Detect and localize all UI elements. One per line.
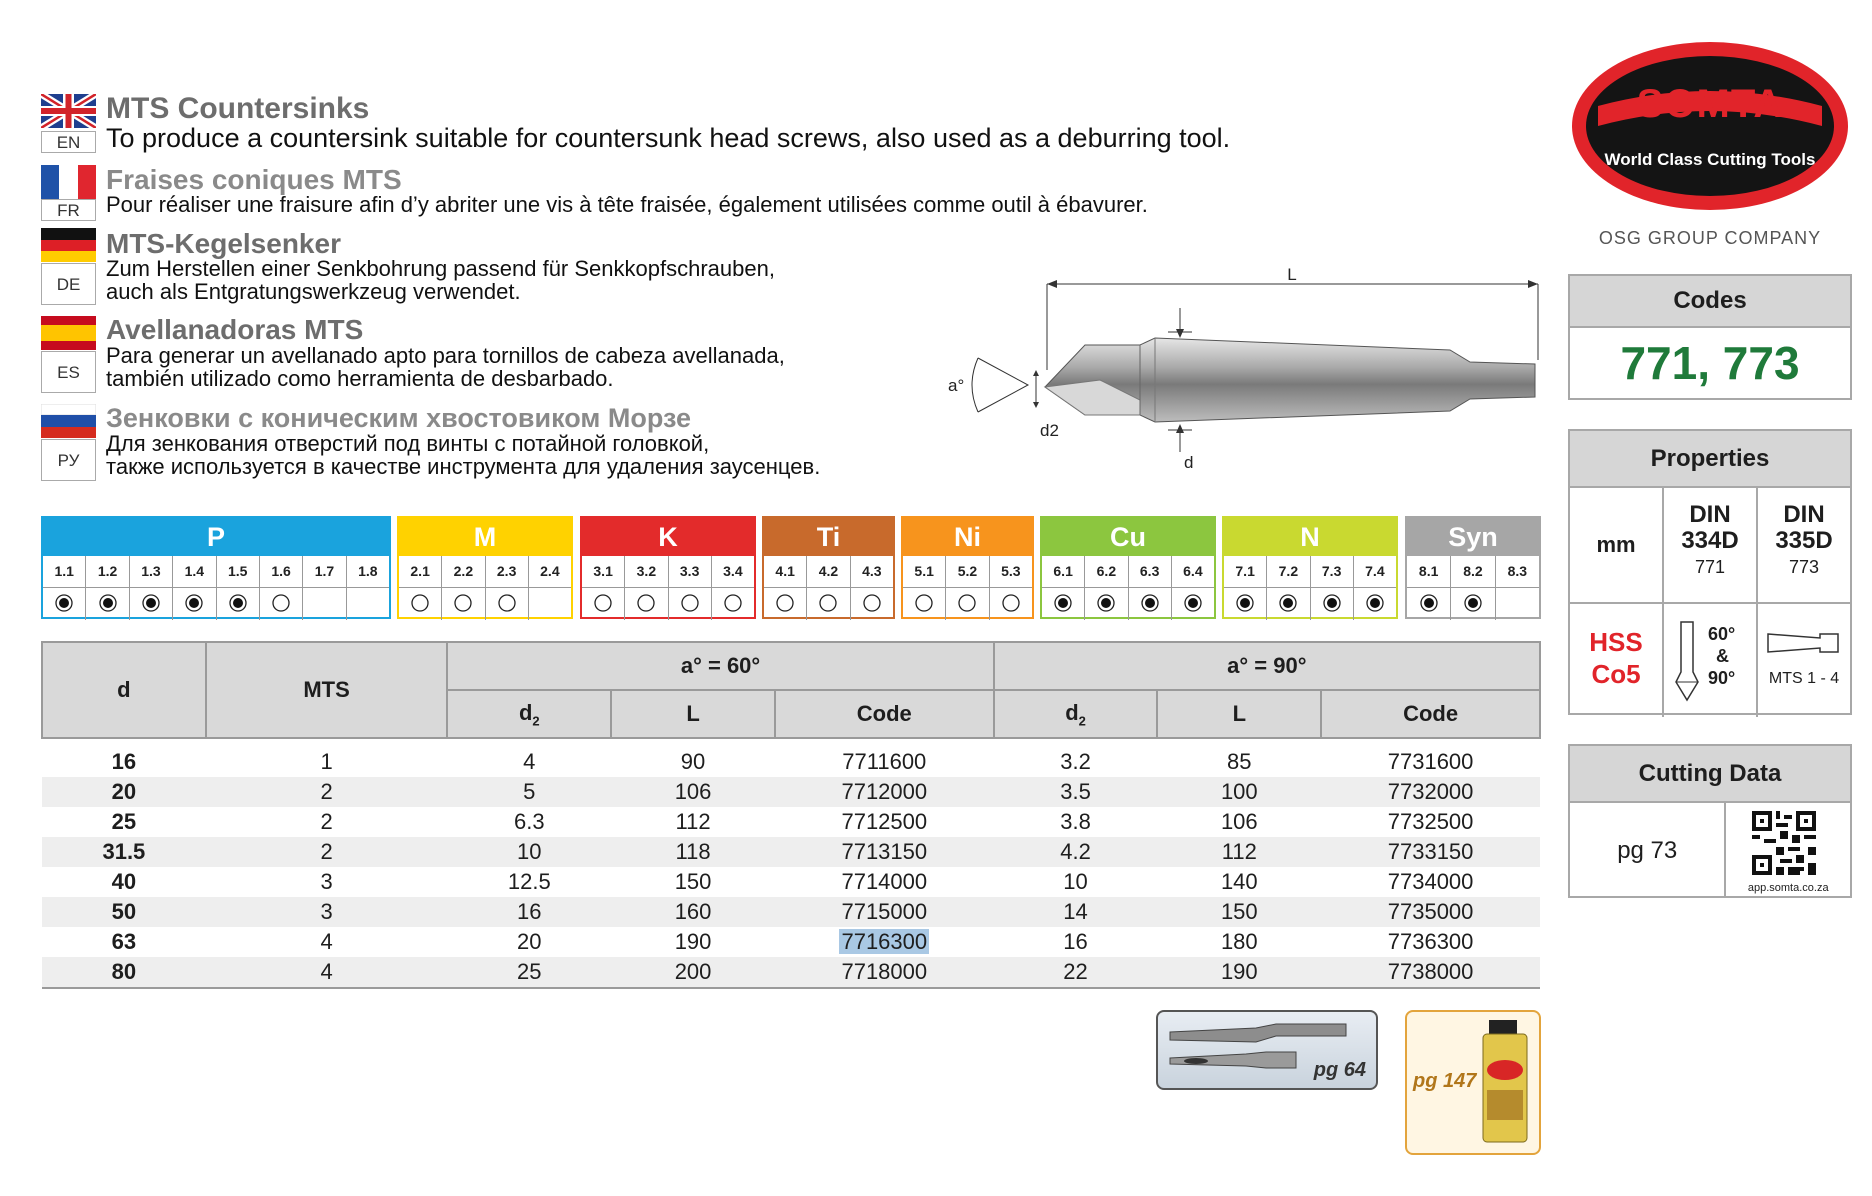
suitable-dot-icon (1053, 593, 1073, 613)
cell-l-90: 106 (1220, 809, 1258, 834)
cell-l-90: 85 (1227, 749, 1252, 774)
cutting-page-ref[interactable]: pg 73 (1617, 836, 1678, 864)
morse-taper-shank-icon (1766, 630, 1842, 656)
unsuitable-circle-icon (497, 593, 517, 613)
suitability-cell (807, 588, 850, 620)
dim-d2-label: d2 (1040, 421, 1059, 440)
cell-d2-90: 4.2 (994, 837, 1158, 867)
suitability-cell (399, 588, 442, 620)
sub-label: 4.3 (851, 556, 893, 588)
cell-code-60[interactable]: 7712500 (841, 809, 928, 834)
sub-label: 6.4 (1172, 556, 1214, 588)
group-header: Cu (1042, 518, 1214, 556)
cutting-fluid-reference-card[interactable] (1405, 1010, 1541, 1155)
cell-code-90[interactable]: 7738000 (1321, 957, 1540, 988)
sub-label: 4.1 (764, 556, 807, 588)
din-row (1570, 488, 1850, 604)
cell-d2-60: 5 (447, 777, 611, 807)
cell-l-90: 190 (1157, 957, 1321, 988)
sub-label: 1.2 (86, 556, 129, 588)
cell-l-90: 150 (1157, 897, 1321, 927)
material-hss: HSS (1589, 627, 1643, 657)
cell-l-60: 160 (611, 897, 775, 927)
title-fr: Fraises coniques MTS (106, 164, 402, 195)
sub-row (582, 556, 754, 588)
cell-l-90: 140 (1220, 869, 1258, 894)
col-header-d2-60 (447, 690, 611, 738)
cell-d2-60: 6.3 (513, 809, 545, 834)
desc-en: To produce a countersink suitable for countersunk head screws, also used as a deburring tool. (106, 123, 1231, 153)
table-row (42, 927, 1540, 957)
din-code: 773 (1788, 557, 1820, 577)
sub-label: 7.3 (1311, 556, 1354, 588)
suitability-cell (173, 588, 216, 620)
d2-sub: 2 (532, 713, 540, 729)
col-header-mts: MTS (206, 642, 448, 738)
codes-value: 771, 773 (1620, 337, 1800, 389)
sub-label: 1.5 (217, 556, 260, 588)
lang-code-de: DE (41, 263, 96, 305)
cell-d2-60: 16 (447, 897, 611, 927)
cell-d: 50 (42, 897, 206, 927)
group-header: P (43, 518, 389, 556)
sub-label: 7.1 (1224, 556, 1267, 588)
suitability-cell (669, 588, 712, 620)
unsuitable-circle-icon (271, 593, 291, 613)
suitable-dot-icon (98, 593, 118, 613)
suitability-cell (1267, 588, 1310, 620)
suitability-cell (1042, 588, 1085, 620)
cell-l-60: 118 (611, 837, 775, 867)
material-group-ti (762, 516, 895, 619)
spec-row (1570, 604, 1850, 717)
suitability-cell (303, 588, 346, 620)
sub-label: 3.1 (582, 556, 625, 588)
germany-flag-icon (41, 228, 96, 262)
qr-cell[interactable] (1726, 803, 1850, 898)
title-es: Avellanadoras MTS (106, 314, 364, 345)
cutting-data-row (1570, 803, 1850, 898)
suitability-cell (86, 588, 129, 620)
cutting-fluid-can-icon (1479, 1020, 1533, 1145)
sub-row (903, 556, 1032, 588)
cell-d: 40 (111, 869, 137, 894)
din-code: 771 (1694, 557, 1726, 577)
cutting-data-title: Cutting Data (1570, 746, 1850, 803)
cell-code-60[interactable]: 7715000 (775, 897, 994, 927)
sub-row (764, 556, 893, 588)
cell-code-60[interactable]: 7712000 (775, 777, 994, 807)
col-header-l-60: L (611, 690, 775, 738)
cell-d2-90: 3.8 (1060, 809, 1091, 834)
properties-title: Properties (1570, 431, 1850, 488)
desc-ru-line2: также используется в качестве инструмента для удаления заусенцев. (106, 454, 821, 479)
suitability-cell (1496, 588, 1539, 620)
din-number: 334D (1681, 527, 1739, 554)
lang-code-fr: FR (41, 199, 96, 221)
sub-label: 6.3 (1129, 556, 1172, 588)
col-header-angle-90: a° = 90° (994, 642, 1540, 690)
sub-label: 2.3 (486, 556, 529, 588)
din-top: DIN (1689, 501, 1731, 528)
cell-code-90[interactable]: 7733150 (1321, 837, 1540, 867)
dim-L-label: L (1287, 265, 1297, 284)
material-cell (1570, 604, 1664, 717)
suitable-dot-icon (1419, 593, 1439, 613)
sub-label: 7.4 (1354, 556, 1396, 588)
din-334d-cell (1664, 488, 1758, 602)
suitable-dot-icon (228, 593, 248, 613)
suitable-dot-icon (1365, 593, 1385, 613)
cell-mts: 2 (206, 777, 448, 807)
suitability-cell (851, 588, 893, 620)
suitability-cell (1172, 588, 1214, 620)
sub-label: 2.4 (529, 556, 571, 588)
cell-mts: 2 (320, 809, 333, 834)
cell-d: 20 (42, 777, 206, 807)
mark-row (43, 588, 389, 620)
unsuitable-circle-icon (957, 593, 977, 613)
cell-l-60: 200 (611, 957, 775, 988)
sub-label: 8.2 (1451, 556, 1495, 588)
cell-code-90[interactable]: 7732000 (1321, 777, 1540, 807)
table-row (42, 957, 1540, 988)
cell-code-90[interactable]: 7735000 (1321, 897, 1540, 927)
table-row (42, 777, 1540, 807)
sub-label: 7.2 (1267, 556, 1310, 588)
cell-d2-60: 12.5 (507, 869, 551, 894)
suitable-dot-icon (1183, 593, 1203, 613)
suitability-cell (990, 588, 1032, 620)
suitability-cell (217, 588, 260, 620)
shank-cell (1758, 604, 1850, 717)
suitability-cell (903, 588, 946, 620)
sleeve-page-ref[interactable]: pg 64 (1313, 1059, 1366, 1081)
table-row (42, 867, 1540, 897)
suitability-cell (582, 588, 625, 620)
suitable-dot-icon (184, 593, 204, 613)
table-row (42, 738, 1540, 747)
dim-d-label: d (1184, 453, 1194, 472)
mark-row (1224, 588, 1396, 620)
shank-label: MTS 1 - 4 (1768, 670, 1840, 687)
suitability-cell (260, 588, 303, 620)
cell-code-60[interactable] (775, 927, 994, 957)
suitability-cell (347, 588, 389, 620)
cell-l-60: 106 (611, 777, 775, 807)
unsuitable-circle-icon (862, 593, 882, 613)
selected-code-highlight[interactable]: 7716300 (841, 929, 928, 954)
sub-label: 1.1 (43, 556, 86, 588)
sub-label: 3.3 (669, 556, 712, 588)
title-de: MTS-Kegelsenker (106, 228, 341, 259)
unsuitable-circle-icon (775, 593, 795, 613)
countersink-tip-icon (1672, 620, 1702, 704)
desc-de-line1: Zum Herstellen einer Senkbohrung passend für Senkkopfschrauben, (106, 256, 775, 281)
unsuitable-circle-icon (914, 593, 934, 613)
col-header-l-90: L (1157, 690, 1321, 738)
angle-and: & (1716, 646, 1729, 666)
mark-row (582, 588, 754, 620)
cell-mts: 3 (206, 897, 448, 927)
suitable-dot-icon (1278, 593, 1298, 613)
sub-label: 8.3 (1496, 556, 1539, 588)
lang-code-es: ES (41, 351, 96, 393)
brand-group: OSG GROUP COMPANY (1598, 228, 1822, 248)
suitable-dot-icon (1322, 593, 1342, 613)
group-header: Ni (903, 518, 1032, 556)
cell-d: 80 (42, 957, 206, 988)
sub-label: 3.4 (712, 556, 754, 588)
cell-d2-60: 20 (517, 929, 542, 954)
material-group-m (397, 516, 573, 619)
unsuitable-circle-icon (818, 593, 838, 613)
suitable-dot-icon (54, 593, 74, 613)
suitability-cell (946, 588, 989, 620)
desc-fr: Pour réaliser une fraisure afin d’y abriter une vis à tête fraisée, également utilisées comme outil à ébavurer. (106, 192, 1148, 217)
countersink-drawing (940, 260, 1550, 480)
material-group-k (580, 516, 756, 619)
suitability-cell (1407, 588, 1451, 620)
qr-url[interactable]: app.somta.co.za (1747, 882, 1829, 894)
cell-d2-60: 4 (523, 749, 536, 774)
cell-d: 31.5 (42, 837, 206, 867)
fluid-page-ref[interactable]: pg 147 (1413, 1070, 1477, 1092)
suitability-cell (43, 588, 86, 620)
sub-row (43, 556, 389, 588)
lang-code-en: EN (41, 131, 96, 153)
sub-label: 3.2 (625, 556, 668, 588)
codes-title: Codes (1570, 276, 1850, 328)
sub-row (399, 556, 571, 588)
suitability-cell (712, 588, 754, 620)
d2-label: d (518, 699, 533, 725)
sub-label: 2.1 (399, 556, 442, 588)
dimensions-table (41, 641, 1541, 989)
table-row (42, 747, 1540, 777)
suitability-cell (1085, 588, 1128, 620)
title-en: MTS Countersinks (106, 92, 370, 125)
unsuitable-circle-icon (410, 593, 430, 613)
angle-60: 60° (1708, 624, 1736, 644)
col-header-angle-60: a° = 60° (447, 642, 993, 690)
col-header-d: d (42, 642, 206, 738)
table-row (42, 807, 1540, 837)
cell-d2-90: 3.5 (994, 777, 1158, 807)
sub-row (1042, 556, 1214, 588)
spain-flag-icon (41, 316, 96, 350)
suitable-dot-icon (1096, 593, 1116, 613)
mark-row (903, 588, 1032, 620)
material-group-ni (901, 516, 1034, 619)
suitability-cell (486, 588, 529, 620)
properties-box (1568, 429, 1852, 715)
din-top: DIN (1783, 501, 1825, 528)
col-header-code-90: Code (1321, 690, 1540, 738)
cell-mts: 4 (206, 957, 448, 988)
suitable-dot-icon (1235, 593, 1255, 613)
cell-mts: 2 (206, 837, 448, 867)
desc-es-line1: Para generar un avellanado apto para tornillos de cabeza avellanada, (106, 343, 785, 368)
cell-code-60[interactable]: 7714000 (841, 869, 928, 894)
suitability-cell (1311, 588, 1354, 620)
cell-code-60[interactable]: 7713150 (775, 837, 994, 867)
angle-cell (1664, 604, 1758, 717)
unit-cell (1570, 488, 1664, 602)
cell-d2-60: 10 (447, 837, 611, 867)
cell-d: 16 (111, 749, 137, 774)
cell-code-60[interactable]: 7711600 (842, 749, 927, 774)
group-header: K (582, 518, 754, 556)
sub-label: 6.2 (1085, 556, 1128, 588)
group-header: Ti (764, 518, 893, 556)
unsuitable-circle-icon (723, 593, 743, 613)
material-co5: Co5 (1591, 659, 1641, 689)
cell-code-90[interactable]: 7736300 (1387, 929, 1474, 954)
qr-code-icon[interactable] (1752, 811, 1816, 875)
sub-label: 5.3 (990, 556, 1032, 588)
brand-tagline: World Class Cutting Tools (1604, 150, 1816, 169)
dim-angle-label: a° (948, 376, 965, 395)
cell-l-90: 112 (1157, 837, 1321, 867)
din-335d-cell (1758, 488, 1850, 602)
cell-l-90: 180 (1220, 929, 1258, 954)
table-row (42, 837, 1540, 867)
sub-label: 6.1 (1042, 556, 1085, 588)
cell-d2-90: 3.2 (1060, 749, 1091, 774)
cell-d2-90: 22 (994, 957, 1158, 988)
lang-code-ru: РУ (41, 439, 96, 481)
material-group-syn (1405, 516, 1541, 619)
suitability-cell (442, 588, 485, 620)
uk-flag-icon (41, 94, 96, 128)
unsuitable-circle-icon (453, 593, 473, 613)
material-group-cu (1040, 516, 1216, 619)
group-header: N (1224, 518, 1396, 556)
cell-code-90[interactable]: 7732500 (1387, 809, 1474, 834)
suitability-cell (625, 588, 668, 620)
mark-row (764, 588, 893, 620)
russia-flag-icon (41, 404, 96, 438)
d2-label: d (1065, 699, 1079, 725)
cell-l-60: 150 (674, 869, 712, 894)
suitability-cell (1354, 588, 1396, 620)
cell-mts: 1 (320, 749, 333, 774)
mark-row (1407, 588, 1539, 620)
suitable-dot-icon (1140, 593, 1160, 613)
sub-label: 1.8 (347, 556, 389, 588)
sub-row (1407, 556, 1539, 588)
group-header: Syn (1407, 518, 1539, 556)
suitability-cell (1451, 588, 1495, 620)
sub-label: 5.2 (946, 556, 989, 588)
france-flag-icon (41, 165, 96, 199)
suitability-cell (130, 588, 173, 620)
d2-sub: 2 (1078, 713, 1086, 729)
suitable-dot-icon (1463, 593, 1483, 613)
mark-row (399, 588, 571, 620)
angle-90: 90° (1708, 668, 1736, 688)
cell-mts: 4 (320, 929, 333, 954)
cell-code-60[interactable]: 7718000 (775, 957, 994, 988)
suitability-cell (764, 588, 807, 620)
desc-es-line2: también utilizado como herramienta de desbarbado. (106, 366, 614, 391)
sub-label: 1.3 (130, 556, 173, 588)
unsuitable-circle-icon (1001, 593, 1021, 613)
sleeve-reference-card[interactable] (1156, 1010, 1378, 1090)
sub-label: 2.2 (442, 556, 485, 588)
cutting-page-cell[interactable] (1570, 803, 1726, 898)
cell-d2-90: 10 (1063, 869, 1088, 894)
brand-name: SOMTA (1636, 82, 1784, 126)
col-header-code-60: Code (775, 690, 994, 738)
cell-code-90[interactable]: 7731600 (1387, 749, 1474, 774)
cell-mts: 3 (320, 869, 333, 894)
unsuitable-circle-icon (636, 593, 656, 613)
suitability-cell (529, 588, 571, 620)
unsuitable-circle-icon (680, 593, 700, 613)
sub-label: 4.2 (807, 556, 850, 588)
din-number: 335D (1775, 527, 1833, 554)
col-header-d2-90 (994, 690, 1158, 738)
desc-de-line2: auch als Entgratungswerkzeug verwendet. (106, 279, 521, 304)
unsuitable-circle-icon (593, 593, 613, 613)
desc-ru-line1: Для зенкования отверстий под винты с потайной головкой, (106, 431, 710, 456)
sub-label: 1.7 (303, 556, 346, 588)
suitability-cell (1129, 588, 1172, 620)
group-header: M (399, 518, 571, 556)
cell-d2-90: 16 (1063, 929, 1088, 954)
cell-d2-60: 25 (447, 957, 611, 988)
cell-l-60: 190 (674, 929, 712, 954)
sub-label: 1.6 (260, 556, 303, 588)
mark-row (1042, 588, 1214, 620)
title-ru: Зенковки с коническим хвостовиком Морзе (106, 403, 692, 433)
suitable-dot-icon (141, 593, 161, 613)
sub-label: 5.1 (903, 556, 946, 588)
codes-box (1568, 274, 1852, 400)
unit-label: mm (1596, 532, 1636, 557)
cell-l-60: 112 (675, 809, 711, 834)
sub-row (1224, 556, 1396, 588)
sub-label: 8.1 (1407, 556, 1451, 588)
cell-l-90: 100 (1157, 777, 1321, 807)
sub-label: 1.4 (173, 556, 216, 588)
cell-l-60: 90 (680, 749, 706, 774)
table-row (42, 897, 1540, 927)
cell-d: 25 (111, 809, 137, 834)
material-group-p (41, 516, 391, 619)
cell-d: 63 (111, 929, 137, 954)
cell-code-90[interactable]: 7734000 (1387, 869, 1474, 894)
cell-d2-90: 14 (994, 897, 1158, 927)
suitability-cell (1224, 588, 1267, 620)
material-group-n (1222, 516, 1398, 619)
cutting-data-box (1568, 744, 1852, 898)
